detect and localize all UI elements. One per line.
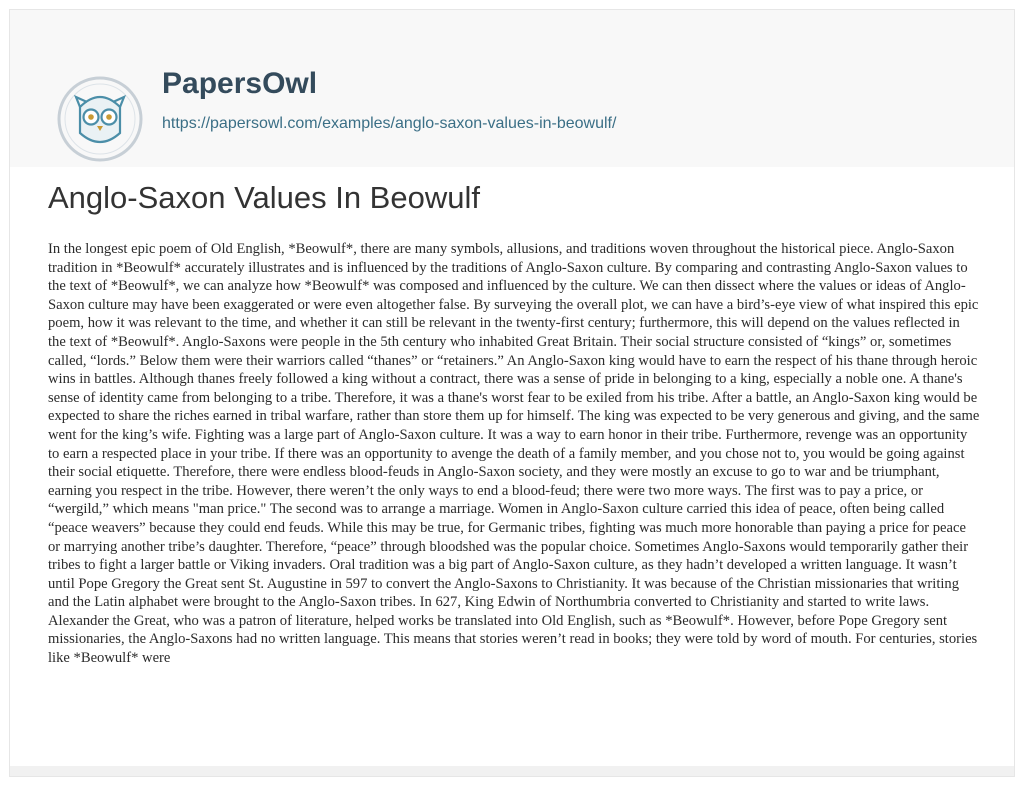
article-title: Anglo-Saxon Values In Beowulf [48, 180, 480, 215]
article-body: In the longest epic poem of Old English, *Beowulf*, there are many symbols, allusions, and traditions woven throughout the historical piece. Anglo-Saxon tradition in *Beowulf* accurately illustrates and is influenced by the traditions of Anglo-Saxon culture. By comparing and contrasting Anglo-Saxon values to the text of *Beowulf*, we can analyze how *Beowulf* was composed and influenced by the culture. We can then dissect where the values or ideas of Anglo-Saxon culture may have been exaggerated or were even altogether false. By surveying the overall plot, we can have a bird’s-eye view of what inspired this epic poem, how it was relevant to the time, and whether it can still be relevant in the twenty-first century; furthermore, this will depend on the values reflected in the text of *Beowulf*. Anglo-Saxons were people in the 5th century who inhabited Great Britain. Their social structure consisted of “kings” or, sometimes called, “lords.” Below them were their warriors called “thanes” or “retainers.” An Anglo-Saxon king would have to earn the respect of his thane through heroic wins in battles. Although thanes freely followed a king without a contract, there was a sense of pride in belonging to a king, especially a noble one. A thane's sense of identity came from belonging to a tribe. Therefore, it was a thane's worst fear to be exiled from his tribe. After a battle, an Anglo-Saxon king would be expected to share the riches earned in tribal warfare, rather than store them up for himself. The king was expected to be very generous and giving, and the same went for the king’s wife. Fighting was a large part of Anglo-Saxon culture. It was a way to earn honor in their tribe. Furthermore, revenge was an opportunity to earn a respected place in your tribe. If there was an opportunity to avenge the death of a family member, and you chose not to, you would be going against their social etiquette. Therefore, there were endless blood-feuds in Anglo-Saxon society, and they were mostly an excuse to go to war and be triumphant, earning you respect in the tribe. However, there weren’t the only ways to end a blood-feud; there were two more ways. The first was to pay a price, or “wergild,” which means "man price." The second was to arrange a marriage. Women in Anglo-Saxon culture carried this idea of peace, often being called “peace weavers” because they could end feuds. While this may be true, for Germanic tribes, fighting was much more honorable than paying a price for peace or marrying another tribe’s daughter. Therefore, “peace” through bloodshed was the popular choice. Sometimes Anglo-Saxons would temporarily gather their tribes to fight a larger battle or Viking invaders. Oral tradition was a big part of Anglo-Saxon culture, as they hadn’t developed a written language. It wasn’t until Pope Gregory the Great sent St. Augustine in 597 to convert the Anglo-Saxons to Christianity. It was because of the Christian missionaries that writing and the Latin alphabet were brought to the Anglo-Saxon tribes. In 627, King Edwin of Northumbria converted to Christianity and started to write laws. Alexander the Great, who was a patron of literature, helped works be translated into Old English, such as *Beowulf*. However, before Pope Gregory sent missionaries, the Anglo-Saxons had no written language. This means that stories weren’t read in books; they were told by word of mouth. For centuries, stories like *Beowulf* were [48, 241, 980, 667]
page-footer-bar [10, 766, 1014, 776]
owl-logo-icon [56, 75, 144, 163]
page-header [10, 10, 1014, 167]
document-page [9, 9, 1015, 777]
brand-name: PapersOwl [162, 67, 318, 100]
source-url-link[interactable]: https://papersowl.com/examples/anglo-saxon-values-in-beowulf/ [162, 115, 617, 132]
